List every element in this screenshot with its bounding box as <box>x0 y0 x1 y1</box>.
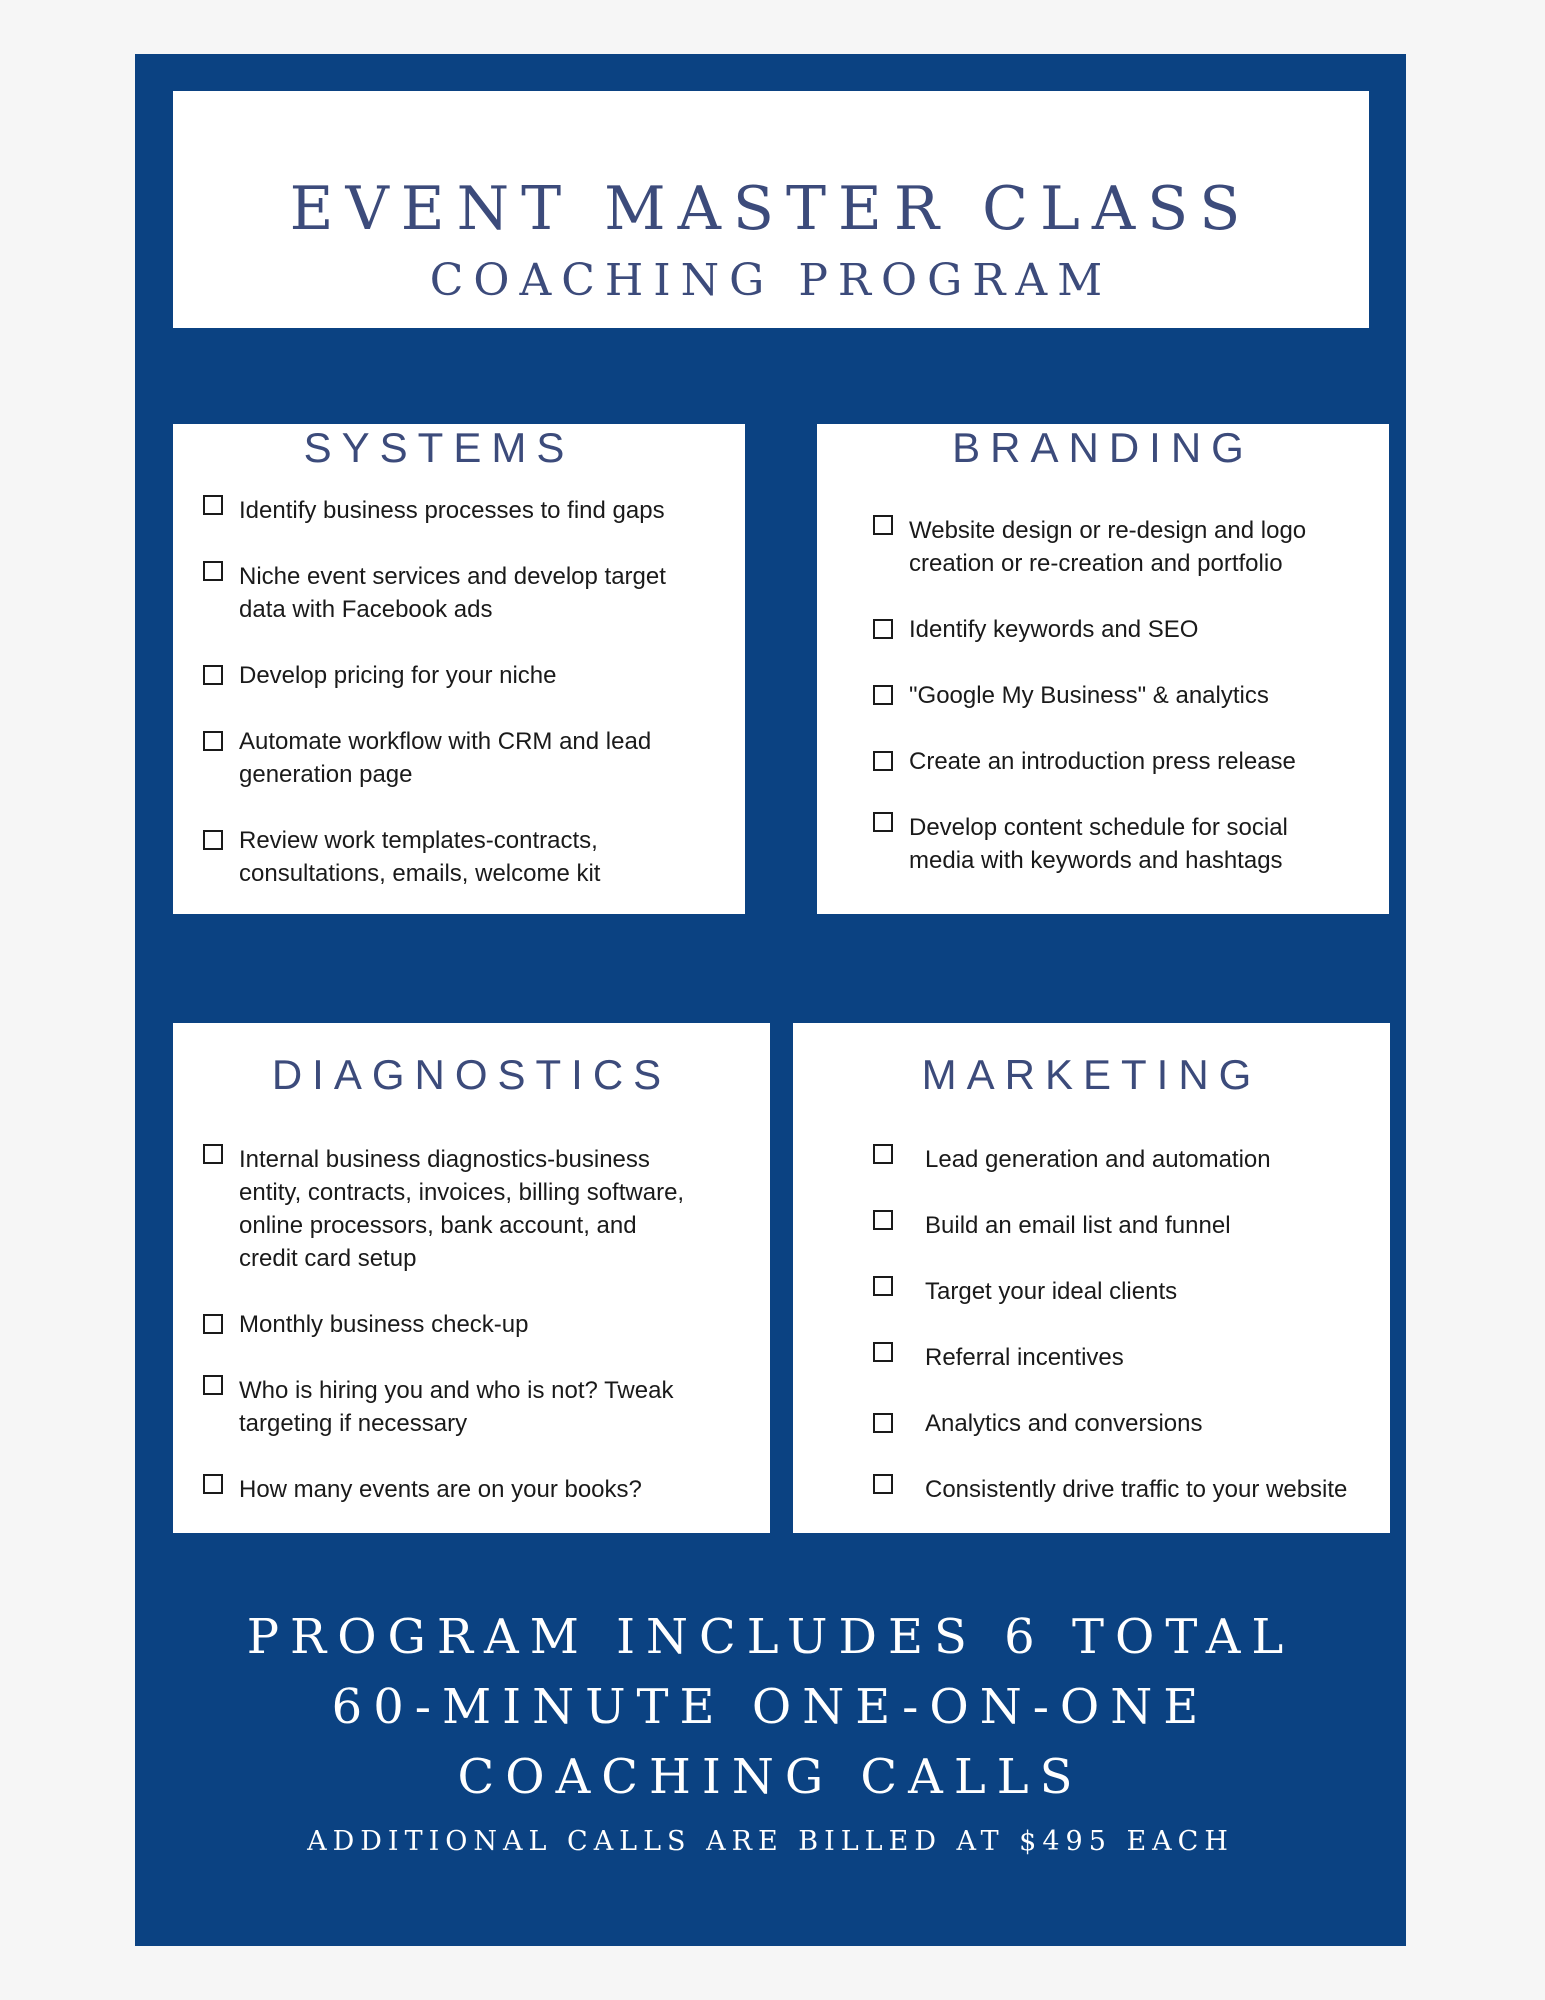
checkbox[interactable] <box>203 495 223 515</box>
checklist-item-text: Internal business diagnostics-business entity, contracts, invoices, billing software, online processors, bank account, and credit card setup <box>239 1146 685 1272</box>
checklist-item-text: Referral incentives <box>925 1344 1124 1371</box>
checkbox[interactable] <box>873 1210 893 1230</box>
diagnostics-panel <box>173 1023 770 1533</box>
checklist-item-text: Identify business processes to find gaps <box>239 497 665 524</box>
checklist-item-text: Review work templates-contracts, consultations, emails, welcome kit <box>239 827 601 887</box>
checklist-item-text: Create an introduction press release <box>909 748 1296 775</box>
checklist-item-text: Develop pricing for your niche <box>239 662 557 689</box>
systems-title: SYSTEMS <box>303 424 575 471</box>
diagnostics-title: DIAGNOSTICS <box>271 1051 672 1098</box>
checkbox[interactable] <box>873 515 893 535</box>
checklist-item-text: Identify keywords and SEO <box>909 616 1199 643</box>
checklist-item-text: Niche event services and develop target data with Facebook ads <box>239 563 666 623</box>
title-banner <box>173 91 1369 328</box>
checkbox[interactable] <box>203 561 223 581</box>
checkbox[interactable] <box>203 1375 223 1395</box>
checklist-item-text: Lead generation and automation <box>925 1146 1271 1173</box>
checklist-item-text: Website design or re-design and logo creation or re-creation and portfolio <box>909 517 1307 577</box>
checkbox[interactable] <box>203 1474 223 1494</box>
billing-note: ADDITIONAL CALLS ARE BILLED AT $495 EACH <box>307 1826 1234 1857</box>
marketing-panel <box>793 1023 1390 1533</box>
checkbox[interactable] <box>203 731 223 751</box>
checkbox[interactable] <box>873 1413 893 1433</box>
checklist-item-text: Who is hiring you and who is not? Tweak targeting if necessary <box>239 1377 674 1437</box>
checklist-item-text: "Google My Business" & analytics <box>909 682 1269 709</box>
includes-line-3: COACHING CALLS <box>457 1749 1084 1805</box>
systems-panel <box>173 424 745 914</box>
branding-panel <box>817 424 1389 914</box>
checklist-item-text: Target your ideal clients <box>925 1278 1178 1305</box>
branding-title: BRANDING <box>952 424 1254 471</box>
checklist-item-text: Consistently drive traffic to your website <box>925 1476 1348 1503</box>
page-title: EVENT MASTER CLASS <box>289 174 1253 244</box>
includes-line-2: 60-MINUTE ONE-ON-ONE <box>331 1679 1210 1735</box>
checkbox[interactable] <box>203 665 223 685</box>
program-includes <box>135 1602 1406 1812</box>
checkbox[interactable] <box>873 619 893 639</box>
includes-line-1: PROGRAM INCLUDES 6 TOTAL <box>246 1609 1295 1665</box>
checkbox[interactable] <box>873 812 893 832</box>
checkbox[interactable] <box>873 1144 893 1164</box>
checkbox[interactable] <box>203 1314 223 1334</box>
marketing-title: MARKETING <box>921 1051 1262 1098</box>
checkbox[interactable] <box>873 1342 893 1362</box>
checklist-item-text: Monthly business check-up <box>239 1311 529 1338</box>
checkbox[interactable] <box>873 685 893 705</box>
checkbox[interactable] <box>873 1276 893 1296</box>
checklist-item-text: Analytics and conversions <box>925 1410 1203 1437</box>
checkbox[interactable] <box>203 1144 223 1164</box>
checklist-item-text: Develop content schedule for social media with keywords and hashtags <box>909 814 1288 874</box>
checklist-item-text: How many events are on your books? <box>239 1476 642 1503</box>
flyer <box>135 54 1406 1946</box>
checklist-item-text: Build an email list and funnel <box>925 1212 1231 1239</box>
checkbox[interactable] <box>203 830 223 850</box>
checkbox[interactable] <box>873 751 893 771</box>
checkbox[interactable] <box>873 1474 893 1494</box>
page-subtitle: COACHING PROGRAM <box>429 255 1113 306</box>
checklist-item-text: Automate workflow with CRM and lead generation page <box>239 728 652 788</box>
